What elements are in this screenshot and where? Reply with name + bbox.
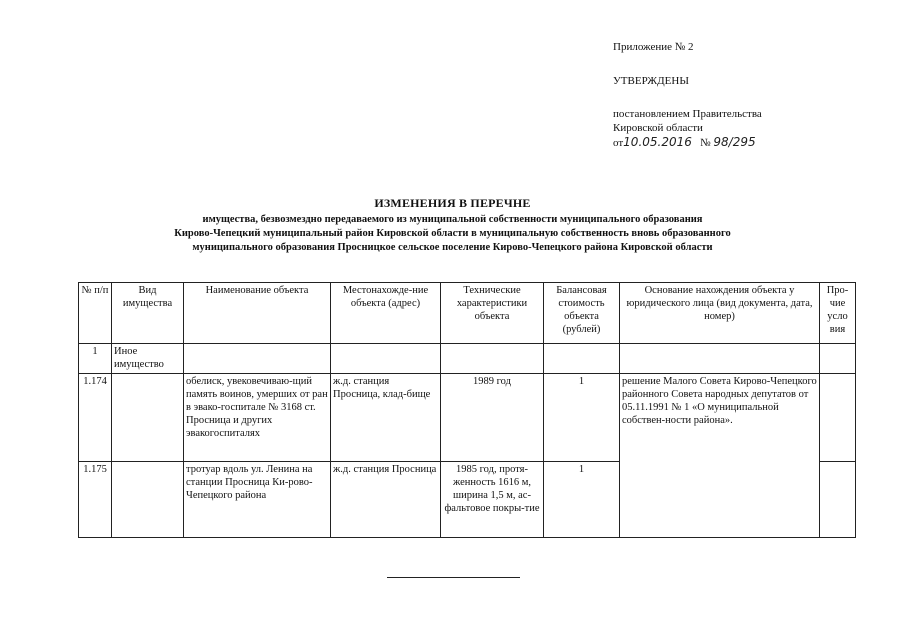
decree-date-number (613, 135, 893, 150)
cell-type: Иное имущество (112, 344, 184, 374)
cell-specs: 1985 год, протя-женность 1616 м, ширина 1,5 м, ас-фальтовое покры-тие (441, 462, 544, 538)
table-header-row (79, 283, 856, 344)
header-location: Местонахожде-ние объекта (адрес) (331, 283, 441, 344)
cell-value (544, 344, 620, 374)
cell-type (112, 462, 184, 538)
cell-specs: 1989 год (441, 374, 544, 462)
appendix-label: Приложение № 2 (613, 41, 694, 53)
approval-block (613, 40, 893, 150)
header-value: Балансовая стоимость объекта (рублей) (544, 283, 620, 344)
cell-name: обелиск, увековечиваю-щий память воинов, умерших от ран в эвако-госпитале № 3168 ст. Просница и других эвакогоспиталях (184, 374, 331, 462)
header-name: Наименование объекта (184, 283, 331, 344)
changes-table (78, 282, 856, 538)
cell-name (184, 344, 331, 374)
decree-number: 98/295 (713, 135, 756, 149)
approved-label: УТВЕРЖДЕНЫ (613, 75, 689, 87)
cell-value: 1 (544, 374, 620, 462)
decree-date: 10.05.2016 (623, 135, 692, 149)
cell-location: ж.д. станция Просница (331, 462, 441, 538)
table-row (79, 374, 856, 462)
document-title-block (60, 196, 845, 255)
cell-basis (620, 344, 820, 374)
header-num: № п/п (79, 283, 112, 344)
cell-other (820, 344, 856, 374)
number-prefix: № (700, 137, 711, 149)
header-type: Вид имущества (112, 283, 184, 344)
cell-num: 1.174 (79, 374, 112, 462)
cell-location: ж.д. станция Просница, клад-бище (331, 374, 441, 462)
cell-value: 1 (544, 462, 620, 538)
cell-num: 1.175 (79, 462, 112, 538)
cell-specs (441, 344, 544, 374)
cell-other (820, 374, 856, 462)
header-specs: Технические характеристики объекта (441, 283, 544, 344)
header-basis: Основание нахождения объекта у юридического лица (вид документа, дата, номер) (620, 283, 820, 344)
footer-divider (387, 577, 520, 578)
title-line-2: Кирово-Чепецкий муниципальный район Кировской области в муниципальную собственность вновь образованного (174, 228, 731, 239)
cell-basis: решение Малого Совета Кирово-Чепецкого районного Совета народных депутатов от 05.11.1991 № 1 «О муниципальной собствен-ности района». (620, 374, 820, 538)
cell-location (331, 344, 441, 374)
title-line-3: муниципального образования Просницкое сельское поселение Кирово-Чепецкого района Кировской области (192, 242, 713, 253)
from-prefix: от (613, 137, 624, 149)
decree-line-2: Кировской области (613, 122, 703, 134)
table-row (79, 344, 856, 374)
cell-type (112, 374, 184, 462)
cell-name: тротуар вдоль ул. Ленина на станции Просница Ки-рово-Чепецкого района (184, 462, 331, 538)
header-other: Про-чие усло вия (820, 283, 856, 344)
cell-num: 1 (79, 344, 112, 374)
document-title: ИЗМЕНЕНИЯ В ПЕРЕЧНЕ (374, 196, 531, 210)
cell-other (820, 462, 856, 538)
decree-line-1: постановлением Правительства (613, 108, 762, 120)
title-line-1: имущества, безвозмездно передаваемого из муниципальной собственности муниципального образования (202, 214, 703, 225)
